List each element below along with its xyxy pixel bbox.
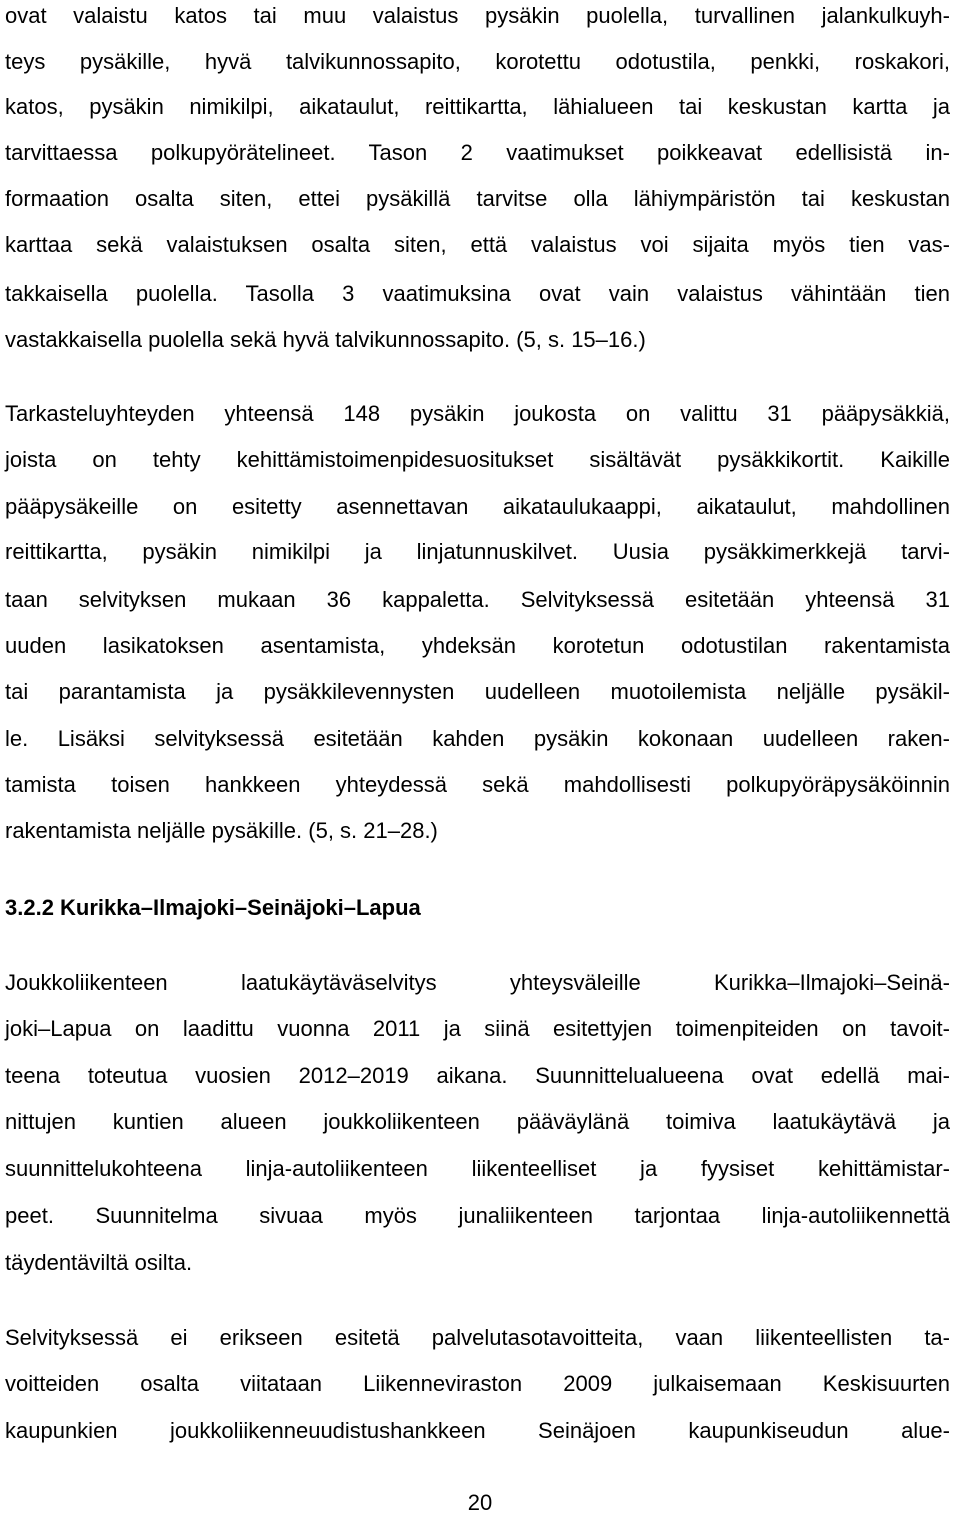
paragraph-4-line-2: voitteiden osalta viitataan Liikenneviraston 2009 julkaisemaan Keskisuurten xyxy=(5,1371,950,1396)
paragraph-2-line-10: rakentamista neljälle pysäkille. (5, s. 21–28.) xyxy=(5,818,438,843)
paragraph-1-line-5: formaation osalta siten, ettei pysäkillä tarvitse olla lähiympäristön tai keskustan xyxy=(5,186,950,211)
paragraph-4-line-1: Selvityksessä ei erikseen esitetä palvelutasotavoitteita, vaan liikenteellisten ta- xyxy=(5,1325,950,1350)
paragraph-1-line-1: ovat valaistu katos tai muu valaistus pysäkin puolella, turvallinen jalankulkuyh- xyxy=(5,3,950,28)
paragraph-1-line-3: katos, pysäkin nimikilpi, aikataulut, reittikartta, lähialueen tai keskustan kartta ja xyxy=(5,94,950,119)
paragraph-3-line-5: suunnittelukohteena linja-autoliikenteen liikenteelliset ja fyysiset kehittämistar- xyxy=(5,1156,950,1181)
paragraph-2-line-3: pääpysäkeille on esitetty asennettavan aikataulukaappi, aikataulut, mahdollinen xyxy=(5,494,950,519)
paragraph-1-line-7: takkaisella puolella. Tasolla 3 vaatimuksina ovat vain valaistus vähintään tien xyxy=(5,281,950,306)
paragraph-4-line-3: kaupunkien joukkoliikenneuudistushankkeen Seinäjoen kaupunkiseudun alue- xyxy=(5,1418,950,1443)
paragraph-2-line-1: Tarkasteluyhteyden yhteensä 148 pysäkin joukosta on valittu 31 pääpysäkkiä, xyxy=(5,401,950,426)
paragraph-2-line-7: tai parantamista ja pysäkkilevennysten uudelleen muotoilemista neljälle pysäkil- xyxy=(5,679,950,704)
paragraph-1-line-8: vastakkaisella puolella sekä hyvä talvikunnossapito. (5, s. 15–16.) xyxy=(5,327,646,352)
paragraph-3-line-4: nittujen kuntien alueen joukkoliikenteen pääväylänä toimiva laatukäytävä ja xyxy=(5,1109,950,1134)
paragraph-3-line-1: Joukkoliikenteen laatukäytäväselvitys yhteysväleille Kurikka–Ilmajoki–Seinä- xyxy=(5,970,950,995)
paragraph-2-line-8: le. Lisäksi selvityksessä esitetään kahden pysäkin kokonaan uudelleen raken- xyxy=(5,726,950,751)
paragraph-1-line-2: teys pysäkille, hyvä talvikunnossapito, korotettu odotustila, penkki, roskakori, xyxy=(5,49,950,74)
paragraph-3-line-6: peet. Suunnitelma sivuaa myös junaliikenteen tarjontaa linja-autoliikennettä xyxy=(5,1203,950,1228)
section-heading: 3.2.2 Kurikka–Ilmajoki–Seinäjoki–Lapua xyxy=(5,895,421,920)
paragraph-2-line-9: tamista toisen hankkeen yhteydessä sekä mahdollisesti polkupyöräpysäköinnin xyxy=(5,772,950,797)
paragraph-2-line-5: taan selvityksen mukaan 36 kappaletta. Selvityksessä esitetään yhteensä 31 xyxy=(5,587,950,612)
paragraph-2-line-2: joista on tehty kehittämistoimenpidesuositukset sisältävät pysäkkikortit. Kaikille xyxy=(5,447,950,472)
page-number: 20 xyxy=(467,1490,493,1515)
paragraph-3-line-7: täydentäviltä osilta. xyxy=(5,1250,193,1275)
paragraph-2-line-4: reittikartta, pysäkin nimikilpi ja linjatunnuskilvet. Uusia pysäkkimerkkejä tarvi- xyxy=(5,539,950,564)
paragraph-1-line-4: tarvittaessa polkupyörätelineet. Tason 2 vaatimukset poikkeavat edellisistä in- xyxy=(5,140,950,165)
paragraph-2-line-6: uuden lasikatoksen asentamista, yhdeksän korotetun odotustilan rakentamista xyxy=(5,633,950,658)
paragraph-3-line-3: teena toteutua vuosien 2012–2019 aikana. Suunnittelualueena ovat edellä mai- xyxy=(5,1063,950,1088)
paragraph-3-line-2: joki–Lapua on laadittu vuonna 2011 ja siinä esitettyjen toimenpiteiden on tavoit- xyxy=(5,1016,950,1041)
paragraph-1-line-6: karttaa sekä valaistuksen osalta siten, että valaistus voi sijaita myös tien vas- xyxy=(5,232,950,257)
